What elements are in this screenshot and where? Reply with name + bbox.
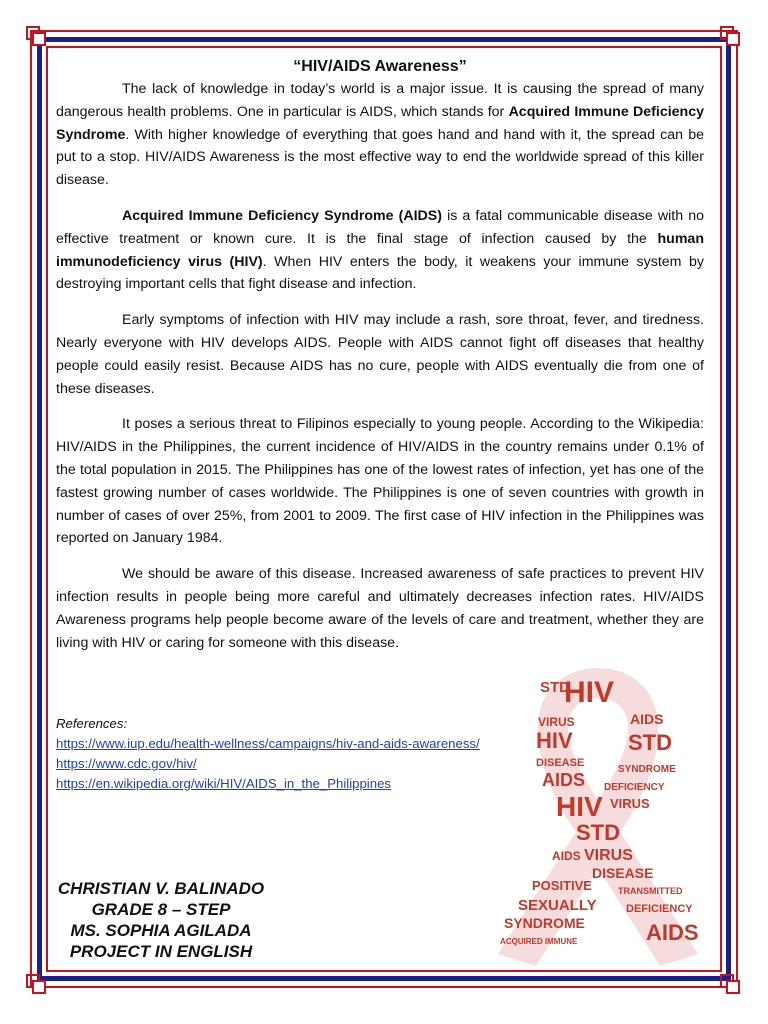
ribbon-word-sexually: SEXUALLY [518, 897, 597, 914]
ribbon-word-acquired-immune: ACQUIRED IMMUNE [500, 937, 578, 946]
ribbon-word-std-center: STD [576, 820, 620, 845]
paragraph-awareness: We should be aware of this disease. Increased awareness of safe practices to prevent HIV infection results in people being more careful and ultimately decreases infection rates. HIV/AIDS Awareness programs help people become aware of the levels of care and treatment, whether they are living with HIV or caring for someone with this disease. [56, 566, 704, 651]
corner-ornament-bottom-left [26, 974, 48, 996]
ribbon-word-aids-left: AIDS [542, 770, 586, 790]
paragraph-intro-bold: Acquired Immune Deficiency Syndrome [56, 103, 704, 143]
reference-link-cdc[interactable]: https://www.cdc.gov/hiv/ [56, 756, 197, 771]
ribbon-word-hiv-top: HIV [564, 676, 615, 709]
ribbon-word-disease-left: DISEASE [536, 757, 585, 769]
corner-ornament-top-left [26, 26, 48, 48]
credit-grade: GRADE 8 – STEP [91, 900, 231, 919]
document-title: “HIV/AIDS Awareness” [293, 58, 467, 75]
ribbon-word-hiv-left: HIV [536, 728, 573, 753]
ribbon-word-deficiency-lower: DEFICIENCY [626, 903, 693, 915]
ribbon-word-virus-center: VIRUS [584, 847, 633, 864]
paragraph-intro-text-2: . With higher knowledge of everything that goes hand and hand with it, the spread can be put to a stop. HIV/AIDS Awareness is the most effective way to end the worldwide spread of this killer disease. [56, 126, 704, 189]
red-ribbon-word-cloud [478, 654, 718, 970]
paragraph-definition-text-2: . When HIV enters the body, it weakens your immune system by destroying important cells that fight disease and infection. [56, 253, 704, 293]
ribbon-word-virus-left: VIRUS [538, 715, 575, 729]
paragraph-definition [56, 205, 704, 296]
paragraph-intro [56, 78, 704, 192]
ribbon-word-syndrome-lower: SYNDROME [504, 915, 585, 931]
paragraph-symptoms: Early symptoms of infection with HIV may include a rash, sore throat, fever, and tiredness. Nearly everyone with HIV develops AIDS. People with AIDS cannot fight off diseases that healthy people could easily resist. Because AIDS has no cure, people with AIDS eventually die from one of these diseases. [56, 312, 704, 397]
ribbon-word-transmitted: TRANSMITTED [618, 886, 683, 896]
ribbon-word-std-top: STD [540, 679, 570, 696]
ribbon-word-deficiency-right: DEFICIENCY [604, 782, 665, 793]
ribbon-word-aids-bottom: AIDS [646, 920, 699, 945]
reference-link-wikipedia[interactable]: https://en.wikipedia.org/wiki/HIV/AIDS_in_the_Philippines [56, 776, 391, 791]
ribbon-word-syndrome-right: SYNDROME [618, 764, 676, 775]
ribbon-word-disease-lower: DISEASE [592, 865, 654, 881]
credit-author: CHRISTIAN V. BALINADO [57, 879, 265, 898]
corner-ornament-top-right [720, 26, 742, 48]
reference-link-iup[interactable]: https://www.iup.edu/health-wellness/campaigns/hiv-and-aids-awareness/ [56, 736, 480, 751]
credits-block [56, 878, 266, 962]
document-body [56, 50, 704, 667]
paragraph-definition-bold-2: human immunodeficiency virus (HIV) [56, 230, 704, 270]
ribbon-word-aids-right: AIDS [630, 711, 664, 727]
paragraph-intro-text-1: The lack of knowledge in today’s world is a major issue. It is causing the spread of many dangerous health problems. One in particular is AIDS, which stands for [56, 81, 704, 120]
corner-ornament-bottom-right [720, 974, 742, 996]
ribbon-word-virus-right: VIRUS [610, 796, 650, 811]
paragraph-definition-bold-1: Acquired Immune Deficiency Syndrome (AIDS) [122, 207, 442, 224]
credit-teacher: MS. SOPHIA AGILADA [70, 921, 252, 940]
credit-project: PROJECT IN ENGLISH [69, 942, 253, 961]
ribbon-word-positive: POSITIVE [532, 878, 592, 893]
paragraph-philippines: It poses a serious threat to Filipinos especially to young people. According to the Wikipedia: HIV/AIDS in the Philippines, the current incidence of HIV/AIDS in the country remains under 0.1% of the total population in 2015. The Philippines has one of the lowest rates of infection, yet has one of the fastest growing number of cases worldwide. The Philippines is one of seven countries with growth in number of cases of over 25%, from 2001 to 2009. The first case of HIV infection in the Philippines was reported on January 1984. [56, 416, 704, 547]
ribbon-word-std-right: STD [628, 730, 672, 755]
ribbon-word-hiv-center: HIV [556, 791, 603, 822]
references-section [56, 714, 516, 794]
ribbon-word-aids-lower: AIDS [552, 849, 581, 863]
paragraph-definition-text-1: is a fatal communicable disease with no effective treatment or known cure. It is the final stage of infection caused by the [56, 207, 704, 247]
references-heading: References: [56, 716, 128, 731]
